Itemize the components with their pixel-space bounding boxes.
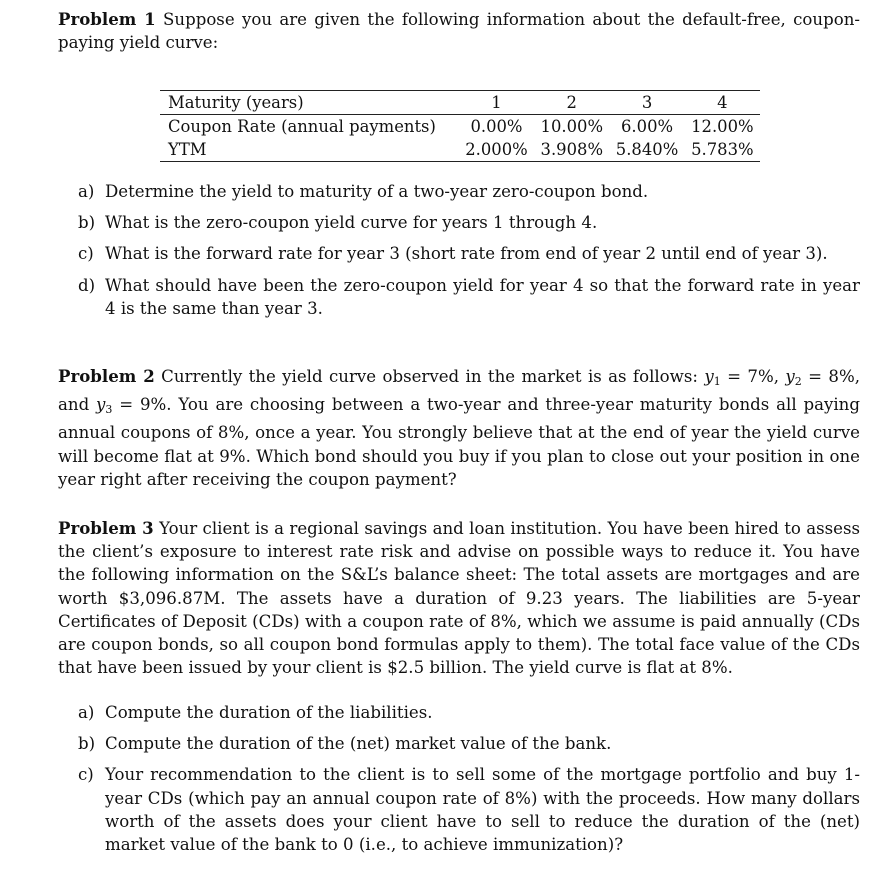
- table-cell: 2: [534, 91, 609, 115]
- y2-subscript: 2: [794, 375, 802, 388]
- problem-1-intro: [58, 8, 860, 54]
- table-row-ytm: [160, 138, 760, 162]
- table-cell: 3: [609, 91, 684, 115]
- y3-value: = 9%.: [112, 395, 172, 415]
- list-item-text: Determine the yield to maturity of a two-year zero-coupon bond.: [105, 182, 649, 201]
- problem-1-heading: Problem 1: [58, 9, 156, 29]
- table-row-maturity: [160, 91, 760, 115]
- y1-value: = 7%,: [720, 367, 786, 386]
- problem-3-text: Your client is a regional savings and loan institution. You have been hired to assess the client’s exposure to interest rate risk and advise on possible ways to reduce it. You have the following information on the S&L’s balance sheet: The total assets are mortgages and are worth $3,096.87M. The assets have a duration of 9.23 years. The liabilities are 5-year Certificates of Deposit (CDs) with a coupon rate of 8%, which we assume is paid annually (CDs are coupon bonds, so all coupon bond formulas apply to them). The total face value of the CDs that have been issued by your client is $2.5 billion. The yield curve is flat at 8%.: [58, 519, 860, 678]
- table-cell-label: YTM: [160, 138, 459, 162]
- table-row-coupon-rate: [160, 115, 760, 139]
- table-cell: 4: [685, 91, 760, 115]
- list-marker: a): [78, 182, 95, 201]
- list-item: [78, 732, 860, 755]
- list-item: [78, 180, 860, 203]
- list-marker: d): [78, 275, 96, 295]
- list-item-text: Your recommendation to the client is to sell some of the mortgage portfolio and buy 1-year CDs (which pay an annual coupon rate of 8%) with the proceeds. How many dollars worth of the assets does your client have to sell to reduce the duration of the (net) market value of the bank to 0 (i.e., to achieve immunization)?: [105, 765, 860, 855]
- list-item: [78, 242, 860, 265]
- list-item: [78, 274, 860, 320]
- problem-2-text-b: You are choosing between a two-year and three-year maturity bonds all paying annual coupons of 8%, once a year. You strongly believe that at the end of year the yield curve will become flat at 9%. Which bond should you buy if you plan to close out your position in one year right after receiving the coupon payment?: [58, 395, 860, 489]
- y2-symbol: y: [785, 367, 795, 386]
- list-item-text: What is the forward rate for year 3 (short rate from end of year 2 until end of year 3).: [105, 244, 828, 264]
- y1-symbol: y: [704, 367, 714, 386]
- problem-1-intro-text: Suppose you are given the following information about the default-free, coupon-paying yield curve:: [58, 10, 861, 53]
- table-cell: 1: [459, 91, 534, 115]
- y1-subscript: 1: [713, 375, 721, 388]
- list-marker: c): [78, 244, 94, 264]
- problem-2-heading: Problem 2: [58, 366, 155, 386]
- list-marker: a): [78, 703, 95, 722]
- y2-value: = 8%, and: [58, 367, 861, 415]
- table-cell: 5.783%: [685, 138, 760, 162]
- table-cell: 5.840%: [609, 138, 684, 162]
- list-marker: b): [78, 734, 96, 754]
- list-marker: c): [78, 765, 94, 785]
- table-cell: 3.908%: [534, 138, 609, 162]
- list-item: [78, 211, 860, 234]
- list-item-text: Compute the duration of the liabilities.: [105, 703, 433, 722]
- problem-2-text-a: Currently the yield curve observed in the market is as follows:: [161, 367, 705, 386]
- list-item-text: What should have been the zero-coupon yield for year 4 so that the forward rate in year 4 is the same than year 3.: [105, 275, 860, 318]
- list-item-text: What is the zero-coupon yield curve for years 1 through 4.: [105, 213, 598, 233]
- problem-3-parts: [78, 701, 860, 864]
- table-cell: 0.00%: [470, 117, 523, 136]
- y3-subscript: 3: [105, 403, 113, 417]
- problem-1-parts: [78, 180, 860, 328]
- table-cell: 10.00%: [540, 117, 604, 136]
- list-item: [78, 763, 860, 856]
- yield-curve-table: [160, 90, 760, 162]
- table-cell: 2.000%: [459, 138, 534, 162]
- list-item-text: Compute the duration of the (net) market value of the bank.: [105, 734, 612, 754]
- table-cell-label: Coupon Rate (annual payments): [168, 117, 436, 136]
- problem-3-heading: Problem 3: [58, 518, 154, 538]
- table-cell-label: Maturity (years): [160, 91, 459, 115]
- problem-3: [58, 517, 860, 679]
- problem-2: [58, 365, 860, 491]
- list-marker: b): [78, 213, 96, 233]
- table-cell: 12.00%: [691, 117, 754, 136]
- y3-symbol: y: [96, 395, 106, 415]
- table-cell: 6.00%: [621, 117, 674, 136]
- list-item: [78, 701, 860, 724]
